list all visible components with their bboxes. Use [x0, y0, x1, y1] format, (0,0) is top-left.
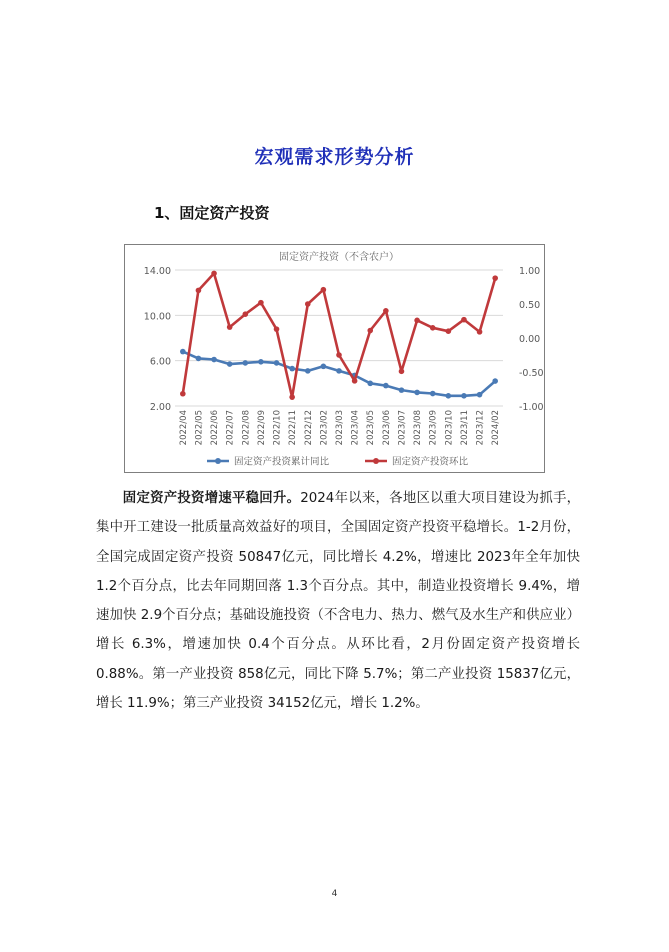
- data-point: [305, 301, 311, 307]
- data-point: [446, 328, 452, 334]
- data-point: [367, 328, 373, 334]
- x-tick-label: 2023/04: [350, 410, 361, 446]
- data-point: [477, 392, 483, 398]
- x-tick-label: 2023/06: [381, 410, 392, 446]
- data-point: [352, 378, 358, 384]
- data-point: [399, 387, 405, 393]
- data-point: [227, 361, 233, 367]
- data-point: [321, 287, 327, 293]
- left-tick-label: 14.00: [143, 266, 171, 277]
- body-paragraph: [96, 484, 580, 718]
- data-point: [336, 368, 342, 374]
- x-tick-label: 2022/04: [178, 410, 189, 446]
- x-tick-label: 2023/12: [475, 410, 486, 446]
- data-point: [242, 311, 248, 317]
- x-tick-label: 2022/06: [210, 410, 221, 446]
- line-chart: [125, 245, 544, 472]
- right-tick-label: 1.00: [519, 266, 541, 277]
- chart: [124, 244, 545, 473]
- left-tick-label: 10.00: [143, 311, 171, 323]
- x-tick-label: 2024/02: [491, 410, 502, 446]
- data-point: [289, 394, 295, 400]
- x-tick-label: 2022/10: [272, 410, 283, 446]
- x-tick-label: 2023/11: [459, 410, 470, 446]
- series-line: [183, 273, 495, 397]
- data-point: [289, 366, 295, 372]
- data-point: [180, 391, 186, 397]
- data-point: [461, 393, 467, 399]
- right-tick-label: -1.00: [519, 402, 544, 413]
- data-point: [383, 383, 389, 389]
- data-point: [242, 360, 248, 366]
- x-tick-label: 2022/05: [194, 410, 205, 446]
- data-point: [477, 329, 483, 335]
- series-line: [183, 352, 495, 396]
- x-tick-label: 2023/02: [319, 410, 330, 446]
- data-point: [180, 349, 186, 355]
- x-tick-label: 2022/07: [225, 410, 236, 446]
- x-tick-label: 2023/07: [397, 410, 408, 446]
- legend-marker: [373, 458, 379, 464]
- left-tick-label: 2.00: [149, 402, 171, 413]
- legend-marker: [215, 458, 221, 464]
- x-tick-label: 2023/03: [335, 410, 345, 446]
- data-point: [305, 368, 311, 374]
- x-tick-label: 2022/09: [256, 410, 267, 446]
- data-point: [274, 360, 280, 366]
- right-tick-label: 0.00: [519, 334, 541, 345]
- data-point: [336, 352, 342, 358]
- data-point: [414, 318, 420, 324]
- legend-label: 固定资产投资累计同比: [234, 456, 330, 468]
- x-tick-label: 2022/11: [288, 410, 299, 446]
- data-point: [196, 288, 202, 294]
- data-point: [258, 300, 264, 306]
- section-heading: 1、固定资产投资: [154, 204, 270, 222]
- paragraph-lead: 固定资产投资增速平稳回升。: [122, 491, 301, 506]
- x-tick-label: 2022/12: [303, 410, 314, 446]
- x-tick-label: 2023/09: [428, 410, 439, 446]
- data-point: [227, 324, 233, 330]
- data-point: [492, 275, 498, 281]
- data-point: [196, 356, 202, 362]
- page-title: 宏观需求形势分析: [254, 146, 415, 168]
- data-point: [383, 308, 389, 314]
- data-point: [274, 326, 280, 332]
- left-tick-label: 6.00: [149, 356, 171, 368]
- paragraph-body: 2024年以来，各地区以重大项目建设为抓手，集中开工建设一批质量高效益好的项目，全国固定资产投资平稳增长。1-2月份，全国完成固定资产投资 50847亿元，同比增长 4.2%，增速比 2023年全年加快 1.2个百分点，比去年同期回落 1.3个百分点。其中，制造业投资增长 9.4%，增速加快 2.9个百分点；基础设施投资（不含电力、热力、燃气及水生产和供应业）增长 6.3%，增速加快 0.4个百分点。从环比看，2月份固定资产投资增长 0.88%。第一产业投资 858亿元，同比下降 5.7%；第二产业投资 15837亿元，增长 11.9%；第三产业投资 34152亿元，增长 1.2%。: [96, 491, 581, 712]
- legend-label: 固定资产投资环比: [392, 456, 469, 468]
- x-tick-label: 2023/10: [444, 410, 455, 446]
- data-point: [430, 325, 436, 331]
- x-tick-label: 2023/05: [366, 410, 377, 446]
- data-point: [367, 381, 373, 387]
- data-point: [258, 359, 264, 365]
- data-point: [321, 364, 327, 370]
- x-tick-label: 2023/08: [413, 410, 424, 446]
- right-tick-label: -0.50: [519, 368, 544, 379]
- data-point: [430, 391, 436, 397]
- data-point: [399, 369, 405, 375]
- chart-title: 固定资产投资（不含农户）: [279, 252, 399, 263]
- data-point: [461, 317, 467, 323]
- data-point: [211, 357, 217, 363]
- page-number: 4: [331, 889, 338, 899]
- data-point: [446, 393, 452, 399]
- right-tick-label: 0.50: [519, 300, 541, 311]
- data-point: [414, 390, 420, 396]
- x-tick-label: 2022/08: [241, 410, 252, 446]
- data-point: [492, 378, 498, 384]
- data-point: [211, 271, 217, 277]
